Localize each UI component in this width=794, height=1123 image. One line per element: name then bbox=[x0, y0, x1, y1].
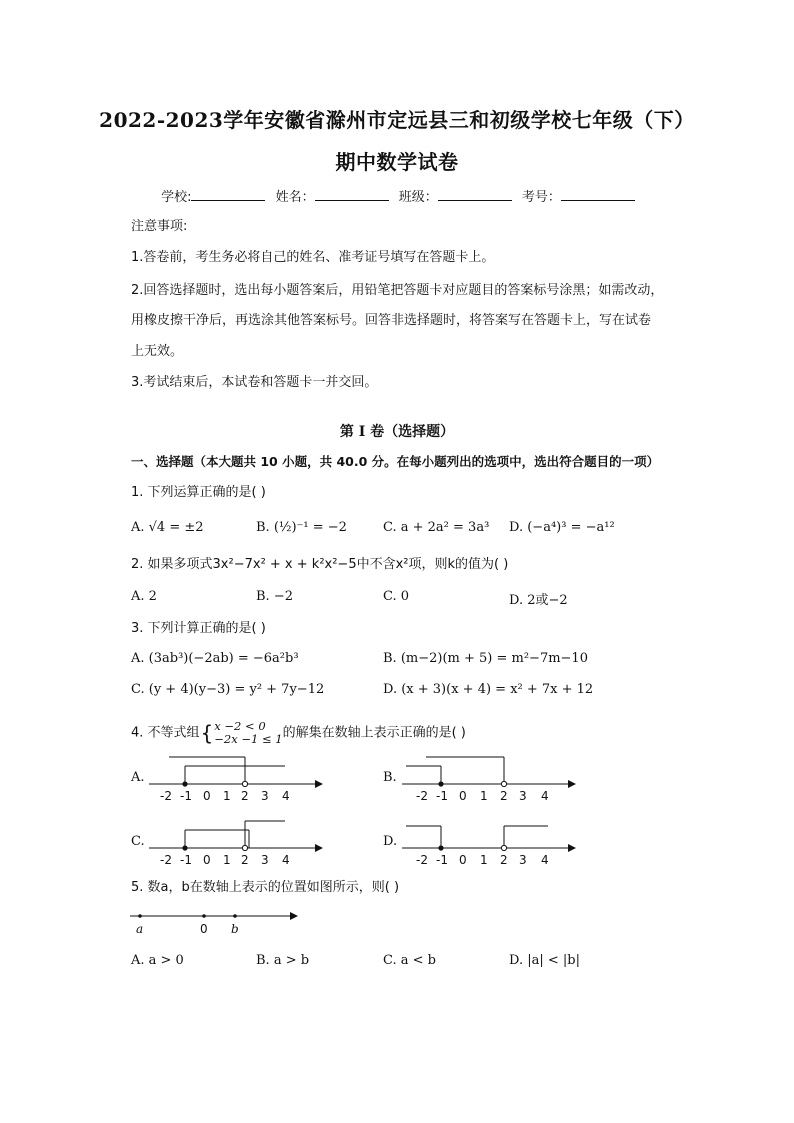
q1-option-a[interactable]: A. √4 = ±2 bbox=[131, 520, 204, 535]
tick-label: -2 bbox=[416, 789, 428, 803]
q4-number-line-a[interactable] bbox=[145, 752, 325, 807]
q1-option-d[interactable]: D. (−a⁴)³ = −a¹² bbox=[509, 520, 615, 535]
q3-option-c[interactable]: C. (y + 4)(y−3) = y² + 7y−12 bbox=[131, 682, 325, 697]
school-blank[interactable] bbox=[191, 188, 265, 201]
label-a: a bbox=[136, 922, 144, 936]
tick-label: -1 bbox=[436, 853, 448, 867]
notice-line: 1.答卷前，考生务必将自己的姓名、准考证号填写在答题卡上。 bbox=[131, 250, 495, 265]
label-zero: 0 bbox=[200, 922, 208, 936]
tick-label: 4 bbox=[541, 853, 549, 867]
tick-label: 1 bbox=[480, 853, 488, 867]
arrow-icon bbox=[290, 912, 298, 920]
q1-stem: 1. 下列运算正确的是( ) bbox=[131, 485, 266, 500]
tick-label: -1 bbox=[180, 789, 192, 803]
tick-labels bbox=[160, 853, 290, 867]
exam-title-line2: 期中数学试卷 bbox=[335, 150, 459, 174]
open-point bbox=[242, 845, 247, 850]
open-point bbox=[501, 845, 506, 850]
school-label: 学校: bbox=[161, 190, 192, 205]
notice-line: 2.回答选择题时，选出每小题答案后，用铅笔把答题卡对应题目的答案标号涂黑；如需改动， bbox=[131, 283, 664, 298]
notice-line: 上无效。 bbox=[131, 344, 184, 359]
q5-number-line bbox=[128, 906, 303, 938]
tick-label: 4 bbox=[541, 789, 549, 803]
closed-point bbox=[438, 781, 443, 786]
q3-option-d[interactable]: D. (x + 3)(x + 4) = x² + 7x + 12 bbox=[383, 682, 594, 697]
notice-line: 3.考试结束后，本试卷和答题卡一并交回。 bbox=[131, 375, 378, 390]
label-b: b bbox=[231, 922, 239, 936]
tick-label: 3 bbox=[519, 789, 527, 803]
q2-option-a[interactable]: A. 2 bbox=[131, 589, 157, 604]
tick-label: 3 bbox=[519, 853, 527, 867]
exam-number-label: 考号： bbox=[521, 190, 561, 205]
tick-label: 2 bbox=[500, 789, 508, 803]
tick-label: 1 bbox=[223, 789, 231, 803]
tick-label: 3 bbox=[261, 853, 269, 867]
q4-stem-prefix: 4. 不等式组 bbox=[131, 725, 200, 741]
q4-option-a-label[interactable]: A. bbox=[131, 770, 145, 785]
tick-labels bbox=[416, 853, 549, 867]
tick-label: 1 bbox=[223, 853, 231, 867]
q4-stem-suffix: 的解集在数轴上表示正确的是( ) bbox=[282, 725, 466, 741]
point-b bbox=[233, 914, 237, 918]
point-a bbox=[138, 914, 142, 918]
point-zero bbox=[202, 914, 206, 918]
brace-icon: { bbox=[200, 721, 214, 745]
q4-number-line-d[interactable] bbox=[398, 816, 578, 871]
class-blank[interactable] bbox=[438, 188, 512, 201]
class-label: 班级： bbox=[398, 190, 438, 205]
name-label: 姓名： bbox=[275, 190, 315, 205]
notice-line: 用橡皮擦干净后，再选涂其他答案标号。回答非选择题时，将答案写在答题卡上，写在试卷 bbox=[131, 313, 652, 328]
q1-option-b[interactable]: B. (½)⁻¹ = −2 bbox=[256, 520, 347, 535]
tick-label: 2 bbox=[500, 853, 508, 867]
notice-heading: 注意事项: bbox=[131, 219, 188, 234]
q4-number-line-c[interactable] bbox=[145, 816, 325, 871]
tick-label: 2 bbox=[241, 853, 249, 867]
q5-option-a[interactable]: A. a > 0 bbox=[131, 953, 184, 968]
closed-point bbox=[438, 845, 443, 850]
exam-number-blank[interactable] bbox=[561, 188, 635, 201]
tick-label: 0 bbox=[203, 853, 211, 867]
q5-option-d[interactable]: D. |a| < |b| bbox=[509, 953, 580, 968]
q4-option-c-label[interactable]: C. bbox=[131, 834, 145, 849]
arrow-icon bbox=[568, 780, 576, 788]
q4-option-b-label[interactable]: B. bbox=[383, 770, 397, 785]
q2-option-c[interactable]: C. 0 bbox=[383, 589, 410, 604]
q3-option-b[interactable]: B. (m−2)(m + 5) = m²−7m−10 bbox=[383, 651, 588, 666]
name-blank[interactable] bbox=[315, 188, 389, 201]
tick-label: -1 bbox=[180, 853, 192, 867]
arrow-icon bbox=[315, 844, 323, 852]
tick-label: 0 bbox=[203, 789, 211, 803]
exam-title-line1: 2022-2023学年安徽省滁州市定远县三和初级学校七年级（下） bbox=[99, 108, 695, 132]
q2-option-d[interactable]: D. 2或−2 bbox=[509, 593, 568, 608]
q1-option-c[interactable]: C. a + 2a² = 3a³ bbox=[383, 520, 490, 535]
tick-label: -2 bbox=[416, 853, 428, 867]
tick-label: 3 bbox=[261, 789, 269, 803]
inequality-bottom: −2x −1 ≤ 1 bbox=[214, 732, 283, 746]
tick-label: 0 bbox=[459, 853, 467, 867]
arrow-icon bbox=[568, 844, 576, 852]
tick-label: -2 bbox=[160, 789, 172, 803]
tick-label: 2 bbox=[241, 789, 249, 803]
q2-stem: 2. 如果多项式3x²−7x² + x + k²x²−5中不含x²项，则k的值为( ) bbox=[131, 557, 509, 572]
tick-labels bbox=[416, 789, 549, 803]
q5-option-c[interactable]: C. a < b bbox=[383, 953, 436, 968]
q5-stem: 5. 数a，b在数轴上表示的位置如图所示，则( ) bbox=[131, 880, 400, 895]
open-point bbox=[242, 781, 247, 786]
q3-option-a[interactable]: A. (3ab³)(−2ab) = −6a²b³ bbox=[131, 651, 299, 666]
section-title: 第 I 卷（选择题） bbox=[339, 424, 455, 440]
tick-label: 0 bbox=[459, 789, 467, 803]
tick-label: 4 bbox=[282, 853, 290, 867]
tick-label: -1 bbox=[436, 789, 448, 803]
q4-number-line-b[interactable] bbox=[398, 752, 578, 807]
q2-option-b[interactable]: B. −2 bbox=[256, 589, 293, 604]
closed-point bbox=[182, 845, 187, 850]
q4-stem bbox=[131, 720, 691, 746]
q3-stem: 3. 下列计算正确的是( ) bbox=[131, 621, 266, 636]
tick-label: 1 bbox=[480, 789, 488, 803]
tick-labels bbox=[160, 789, 290, 803]
student-info-row bbox=[0, 186, 794, 205]
open-point bbox=[501, 781, 506, 786]
inequality-system bbox=[214, 720, 282, 746]
tick-label: 4 bbox=[282, 789, 290, 803]
arrow-icon bbox=[315, 780, 323, 788]
q4-option-d-label[interactable]: D. bbox=[383, 834, 398, 849]
inequality-top: x −2 < 0 bbox=[214, 719, 266, 733]
closed-point bbox=[182, 781, 187, 786]
part-one-heading: 一、选择题（本大题共 10 小题，共 40.0 分。在每小题列出的选项中，选出符合题目的一项） bbox=[131, 454, 660, 469]
tick-label: -2 bbox=[160, 853, 172, 867]
q5-option-b[interactable]: B. a > b bbox=[256, 953, 310, 968]
